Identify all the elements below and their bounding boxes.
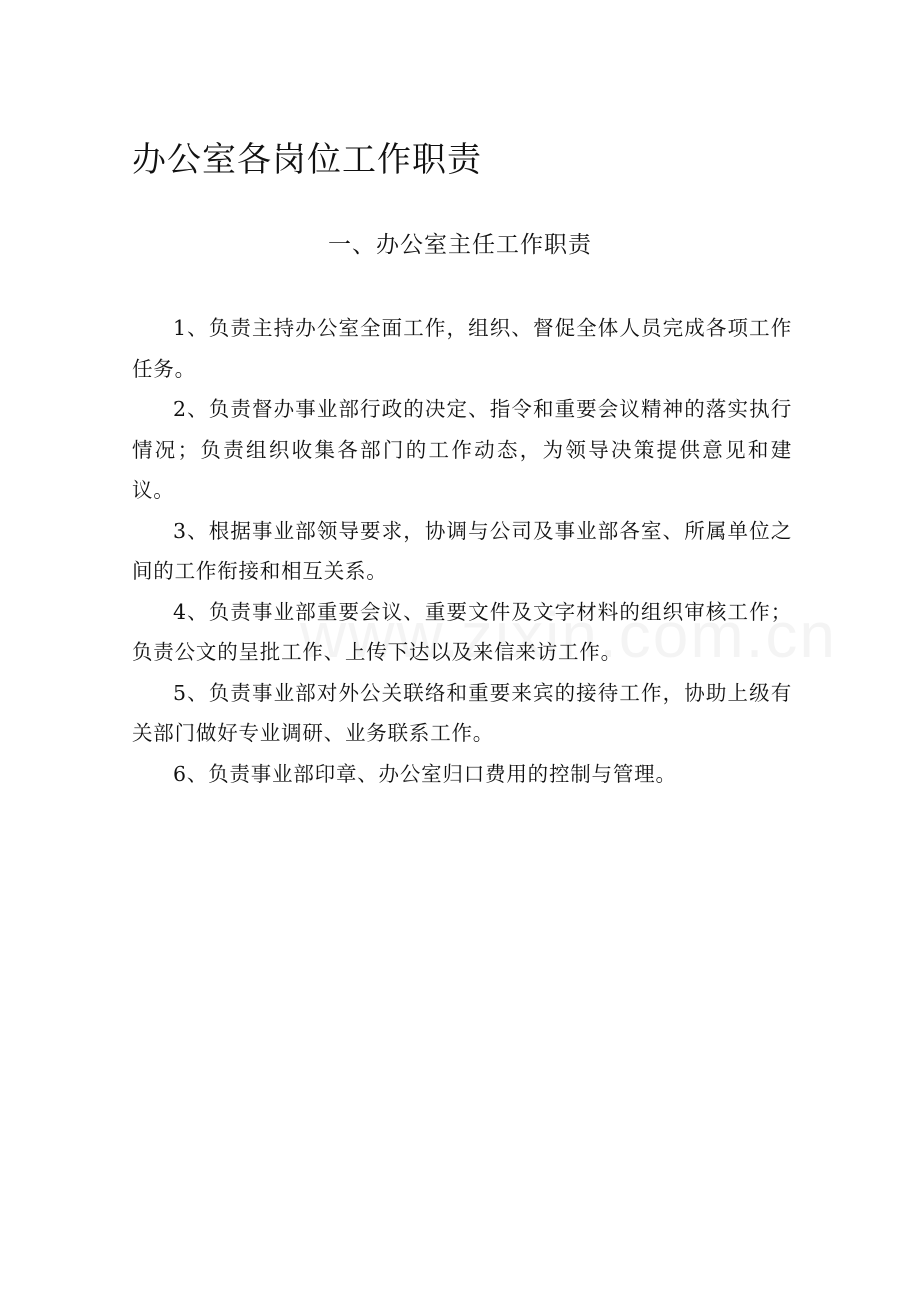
section-heading: 一、办公室主任工作职责 [328, 232, 592, 258]
paragraph-1: 1、负责主持办公室全面工作，组织、督促全体人员完成各项工作任务。 [132, 316, 792, 381]
paragraph-2: 2、负责督办事业部行政的决定、指令和重要会议精神的落实执行情况；负责组织收集各部门的工作动态，为领导决策提供意见和建议。 [132, 397, 792, 502]
paragraph-4: 4、负责事业部重要会议、重要文件及文字材料的组织审核工作；负责公文的呈批工作、上传下达以及来信来访工作。 [132, 599, 792, 664]
paragraph-3: 3、根据事业部领导要求，协调与公司及事业部各室、所属单位之间的工作衔接和相互关系。 [132, 518, 792, 583]
paragraph-5: 5、负责事业部对外公关联络和重要来宾的接待工作，协助上级有关部门做好专业调研、业务联系工作。 [132, 680, 792, 745]
document-body [132, 308, 792, 794]
document-title: 办公室各岗位工作职责 [132, 140, 482, 180]
paragraph-6: 6、负责事业部印章、办公室归口费用的控制与管理。 [173, 761, 677, 786]
